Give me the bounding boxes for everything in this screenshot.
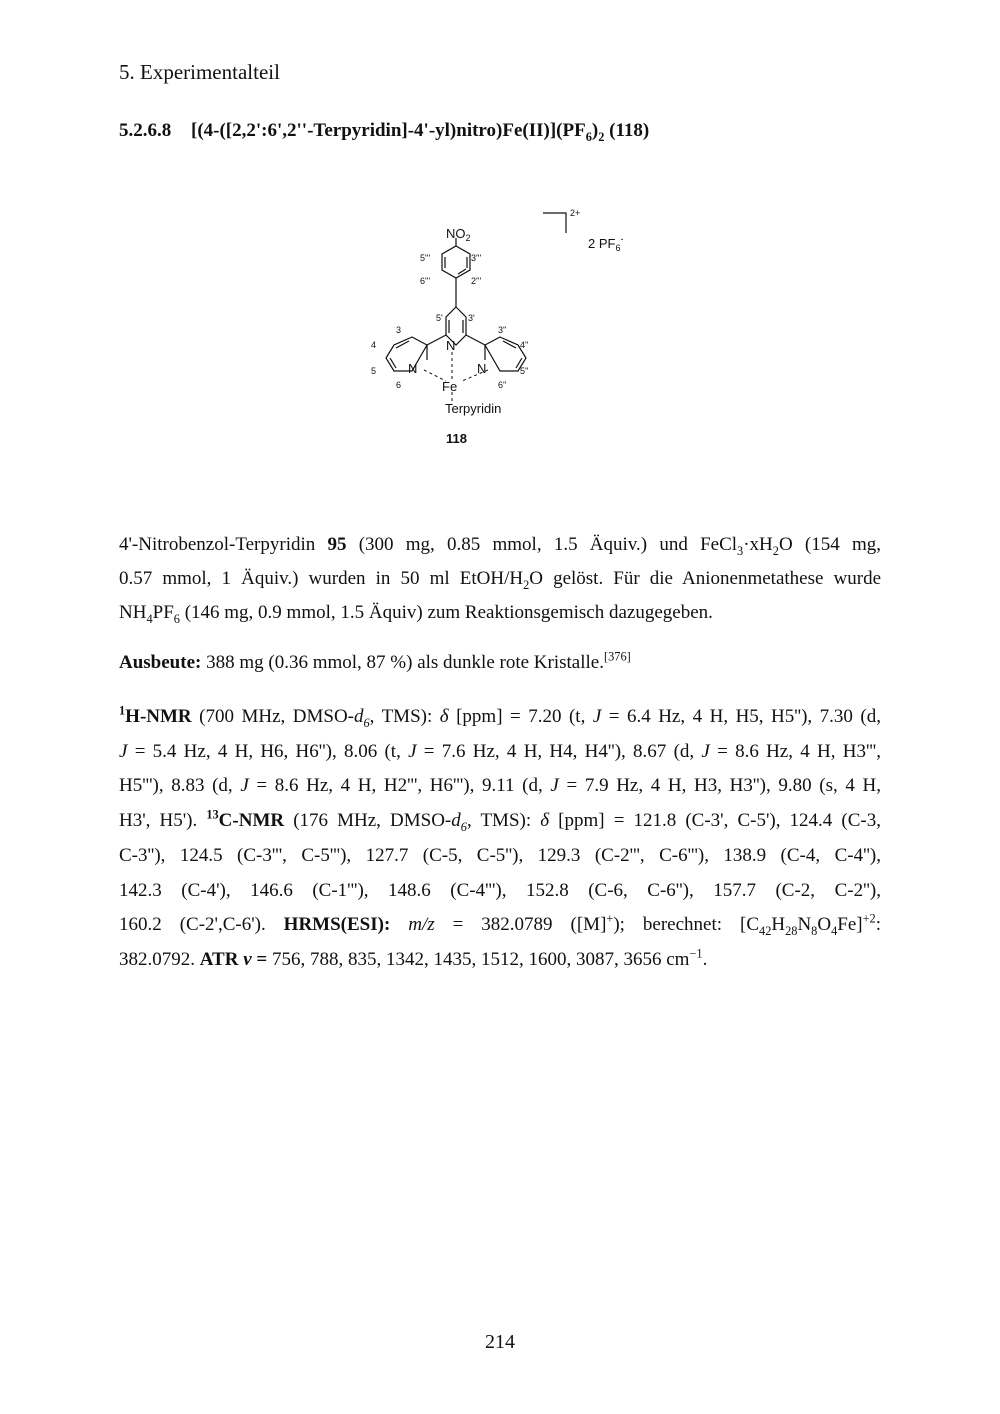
compound-number: 118 — [446, 431, 467, 446]
yield-paragraph — [119, 648, 881, 678]
synthesis-line: 4'-Nitrobenzol-Terpyridin 95 (300 mg, 0.85 mmol, 1.5 Äquiv.) und $FeCl_3\cdot xH_2O$ (154 mg, — [119, 534, 881, 558]
svg-text:3: 3 — [396, 325, 402, 335]
analytics-line: J = 5.4 Hz, 4 H, H6, H6''), 8.06 (t, J = 7.6 Hz, 4 H, H4, H4''), 8.67 (d, J = 8.6 Hz, 4 H, H3''', — [119, 740, 881, 762]
atom-n-left: N — [408, 361, 418, 376]
counterion-label: 2 $PF_6^-$ — [588, 234, 624, 253]
atom-n-right: N — [477, 361, 487, 376]
page-number: 214 — [485, 1331, 515, 1353]
position-labels — [371, 253, 529, 390]
atom-n-center: N — [446, 338, 456, 353]
analytics-line: C-3''), 124.5 (C-3''', C-5'''), 127.7 (C-5, C-5''), 129.3 (C-2''', C-6'''), 138.9 (C-4, C-4''), — [119, 844, 881, 866]
section-number: 5.2.6.8 — [119, 120, 172, 141]
svg-text:6: 6 — [396, 380, 402, 390]
svg-text:5''': 5''' — [420, 253, 431, 263]
svg-text:3''': 3''' — [471, 253, 482, 263]
synthesis-paragraph — [119, 528, 881, 630]
analytics-line: 382.0792. ATR ν = 756, 788, 835, 1342, 1435, 1512, 1600, 3087, 3656 $cm^{-1}$. — [119, 946, 708, 970]
structure-labels — [408, 208, 623, 446]
yield-label: Ausbeute: — [119, 652, 202, 673]
svg-text:6''': 6''' — [420, 276, 431, 286]
svg-text:6'': 6'' — [498, 380, 507, 390]
analytics-line: H3', H5'). $^{13}$C-NMR (176 MHz, DMSO-$d_6$, TMS): δ [ppm] = 121.8 (C-3', C-5'), 124.4 (C-3, — [119, 807, 881, 834]
structure-scheme — [340, 195, 660, 455]
analytics-paragraph — [119, 700, 881, 978]
svg-text:3': 3' — [468, 313, 475, 323]
running-header — [119, 60, 280, 85]
analytics-line: 160.2 (C-2',C-6'). HRMS(ESI): m/z = 382.0789 ([M]+); berechnet: $[C_{42}H_{28}N_8O_4Fe]^{+2}$: — [119, 911, 881, 939]
running-title: 5. Experimentalteil — [119, 60, 280, 84]
section-title: $[(4-([2,2':6',2''-Terpyridin]-4'-yl)nitro)Fe(II)](PF_6)_2$ (118) — [191, 120, 650, 144]
charge-label: 2+ — [570, 208, 581, 218]
reference: [376] — [603, 649, 631, 664]
section-heading — [119, 120, 649, 142]
analytics-line: $^1$H-NMR (700 MHz, DMSO-$d_6$, TMS): δ [ppm] = 7.20 (t, J = 6.4 Hz, 4 H, H5, H5''), 7.30 (d, — [119, 703, 881, 730]
svg-text:5': 5' — [436, 313, 443, 323]
yield-text: 388 mg (0.36 mmol, 87 %) als dunkle rote Kristalle. — [201, 652, 604, 673]
structure-bonds — [386, 213, 566, 371]
svg-text:5'': 5'' — [520, 366, 529, 376]
svg-text:4'': 4'' — [520, 340, 529, 350]
svg-text:4: 4 — [371, 340, 377, 350]
coordination-bonds — [424, 352, 488, 402]
svg-text:3'': 3'' — [498, 325, 507, 335]
ligand-label: Terpyridin — [445, 401, 502, 416]
svg-text:2''': 2''' — [471, 276, 482, 286]
analytics-line: 142.3 (C-4'), 146.6 (C-1'''), 148.6 (C-4'''), 152.8 (C-6, C-6''), 157.7 (C-2, C-2''), — [119, 879, 881, 901]
synthesis-line: 0.57 mmol, 1 Äquiv.) wurden in 50 ml EtOH/$H_2O$ gelöst. Für die Anionenmetathese wurde — [119, 568, 882, 592]
svg-text:5: 5 — [371, 366, 377, 376]
nitro-label: $NO_2$ — [446, 226, 471, 243]
synthesis-line: $NH_4PF_6$ (146 mg, 0.9 mmol, 1.5 Äquiv) zum Reaktionsgemisch dazugegeben. — [119, 602, 713, 626]
analytics-line: H5'''), 8.83 (d, J = 8.6 Hz, 4 H, H2''', H6'''), 9.11 (d, J = 7.9 Hz, 4 H, H3, H3''), 9.80 (s, 4 H, — [119, 775, 881, 797]
metal-label: Fe — [442, 379, 458, 394]
